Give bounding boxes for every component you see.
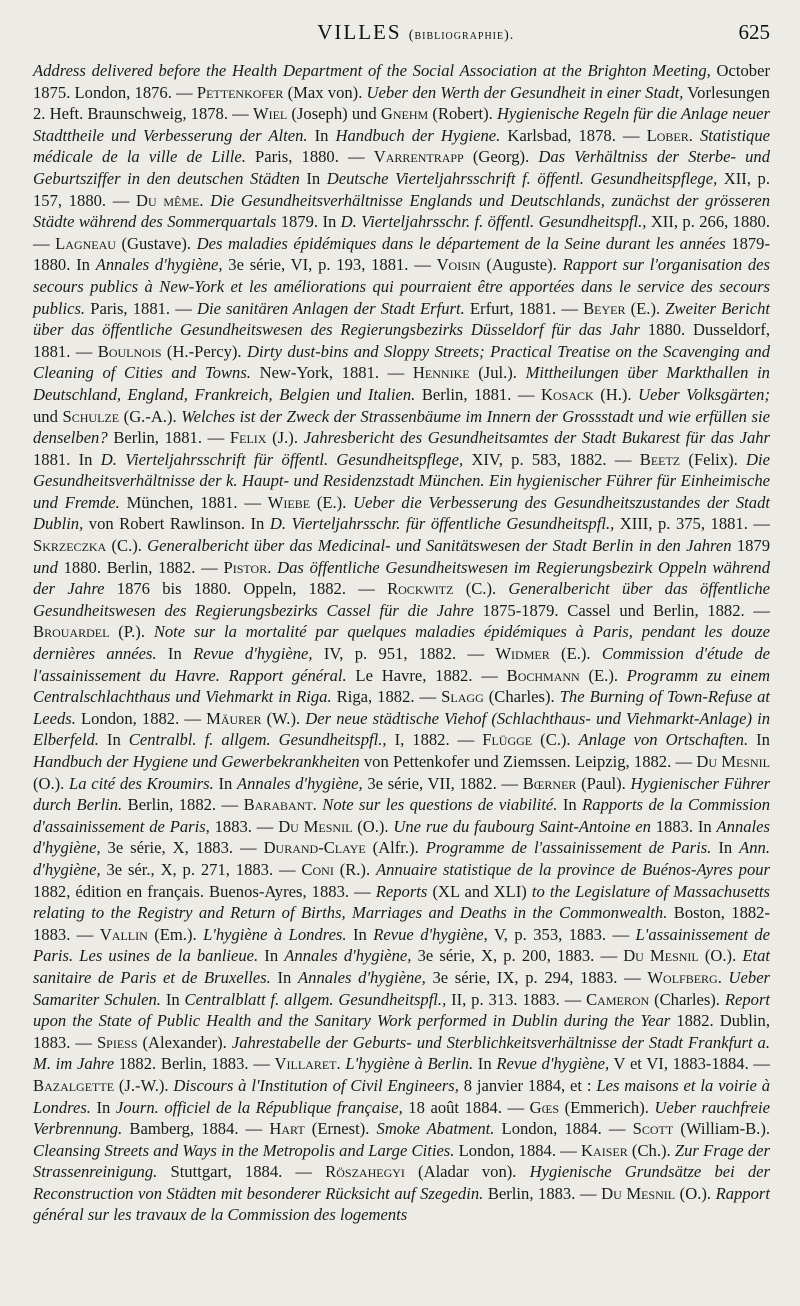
citation-title: D. Vierteljahrsschr. f. öffentl. Gesundheitspfl., [340, 212, 647, 232]
citation-text: In [557, 795, 583, 815]
author-name: Widmer [495, 644, 550, 664]
author-name: Bœrner [522, 773, 577, 793]
citation-title: Annales d'hygiène, [284, 946, 412, 966]
citation-title: Der neue städtische Viehof (Schlachthaus- und Viehmarkt-Anlage) in Elberfeld. [33, 708, 770, 750]
citation-text: London, 1884. — [454, 1140, 582, 1160]
citation-title: Mittheilungen über Markthallen in Deutschland, England, Frankreich, Belgien und Italien. [33, 363, 770, 404]
citation-title: Das öffentliche Gesundheitswesen im Regierungsbezirk Oppeln während der Jahre [33, 557, 771, 599]
citation-title: Ueber die Verbesserung des Gesundheitszustandes der Stadt Dublin, [33, 492, 770, 534]
author-name: Beyer [583, 298, 626, 318]
citation-title: Handbuch der Hygiene und Gewerbekrankheiten [33, 752, 360, 771]
author-name: Felix [229, 428, 267, 448]
citation-title: Journ. officiel de la République française, [115, 1097, 403, 1117]
citation-text: XIV, p. 583, 1882. — [463, 449, 640, 469]
citation-text: V et VI, 1883-1884. — [609, 1054, 771, 1074]
citation-title: Annuaire statistique de la province de Buénos-Ayres pour [375, 859, 770, 879]
citation-title: Anlage von Ortschaften. [578, 730, 749, 750]
citation-text: 1879-1880. In [33, 233, 770, 275]
author-name: Wolfberg [647, 967, 718, 987]
citation-title: Revue d'hygiène, [373, 924, 488, 944]
citation-text: (Max von). [283, 82, 367, 102]
citation-title: Cleansing Streets and Ways in the Metropolis and Large Cities. [33, 1140, 455, 1160]
citation-text: October 1875. London, 1876. — [33, 61, 770, 102]
citation-title: Handbuch der Hygiene. [335, 125, 501, 145]
citation-text: In [258, 946, 285, 966]
author-name: Du Mesnil [601, 1183, 676, 1203]
citation-title: Smoke Abatment. [376, 1119, 495, 1139]
citation-text: Stuttgart, 1884. — [157, 1162, 326, 1182]
citation-text: . [199, 190, 211, 210]
author-name: Spiess [96, 1032, 138, 1052]
citation-text: Riga, 1882. — [331, 687, 442, 707]
citation-text: 1880. Berlin, 1882. — [57, 557, 224, 577]
citation-text: . [688, 125, 700, 145]
author-name: Beetz [639, 449, 681, 469]
citation-text: (E.). [310, 492, 354, 512]
citation-title: Generalbericht über das Medicinal- und Sanitätswesen der Stadt Berlin in den Jahren [147, 536, 732, 556]
citation-text: In [98, 730, 129, 750]
citation-title: Note sur les questions de viabilité. [322, 795, 558, 815]
author-name: Varrentrapp [373, 147, 464, 167]
citation-text: (Gustave). [115, 233, 197, 253]
citation-text: (William-B.). [673, 1119, 771, 1139]
running-head-subtitle: (bibliographie). [408, 28, 515, 43]
citation-title: Discours à l'Institution of Civil Engineers, [173, 1075, 459, 1095]
citation-title: Note sur la mortalité par quelques maladies épidémiques à Paris, pendant les douze dernières années. [33, 622, 770, 664]
citation-text: (R.). [333, 859, 376, 879]
citation-title: Dirty dust-bins and Sloppy Streets; Practical Treatise on the Scavenging and Cleaning of Cities and Towns. [33, 341, 771, 383]
citation-title: Rapport sur l'organisation des secours publics à New-York et les améliorations qui pourraient être apportées dans le service des secours publics. [33, 255, 770, 318]
citation-text: (Emmerich). [559, 1097, 655, 1117]
citation-text: (G.-A.). [119, 406, 182, 426]
author-name: Coni [301, 859, 334, 879]
citation-text: In [307, 125, 336, 145]
citation-text: Berlin, 1881. — [415, 384, 542, 404]
author-name: Bochmann [506, 665, 580, 685]
citation-text: (C.). [453, 579, 509, 599]
page-header [33, 20, 770, 60]
citation-text: (H.). [593, 384, 639, 404]
citation-title: to the Legislature of Massachusetts relating to the Registry and Return of Births, Marriages and Deaths in the Commonwealth. [33, 881, 770, 923]
citation-title: Etat sanitaire de Paris et de Bruxelles. [33, 946, 771, 987]
citation-text: I, 1882. — [386, 730, 483, 750]
citation-title: Rapport général sur les travaux de la Commission des logements [33, 1183, 770, 1225]
citation-title: Die Gesundheitsverhältnisse der k. Haupt- und Residenzstadt München. Ein hygienischer Führer für Einheimische und Fremde. [33, 449, 770, 512]
author-name: Wiebe [267, 492, 311, 512]
citation-text: (O.). [675, 1183, 716, 1203]
citation-title: Report upon the State of Public Health and the Sanitary Work performed in Dublin during the Year [33, 989, 771, 1031]
author-name: Skrzeczka [33, 536, 107, 556]
citation-title: Address delivered before the Health Department of the Social Association at the Brighton Meeting, [33, 61, 711, 80]
citation-text: XII, p. 266, 1880. — [33, 212, 770, 253]
citation-text: München, 1881. — [119, 492, 268, 512]
author-name: Wiel [252, 104, 288, 124]
citation-text: von Pettenkofer und Ziemssen. Leipzig, 1882. — [359, 752, 697, 771]
author-name: Durand-Claye [263, 838, 366, 858]
citation-text: 3e série, X, p. 200, 1883. — [411, 946, 624, 966]
citation-title: Generalbericht über das öffentliche Gesundheitswesen des Regierungsbezirks Cassel für die Jahre [33, 579, 771, 620]
author-name: Pettenkofer [196, 82, 284, 102]
citation-text: Boston, 1882-1883. — [33, 903, 771, 944]
citation-title: Statistique médicale de la ville de Lille. [33, 125, 771, 167]
citation-text: 1882. Berlin, 1883. — [114, 1054, 275, 1074]
author-name: Du Mesnil [278, 816, 353, 836]
citation-text: In [160, 989, 185, 1009]
citation-title: Centralblatt f. allgem. Gesundheitspfl., [184, 989, 447, 1009]
citation-text: In [213, 773, 237, 793]
citation-title: Jahresbericht des Gesundheitsamtes der Stadt Bukarest für das Jahr [303, 428, 770, 448]
author-name: Hennike [412, 363, 470, 383]
citation-text: . [717, 967, 729, 987]
author-name: Boulnois [97, 341, 162, 361]
citation-title: Des maladies épidémiques dans le département de la Seine durant les années [196, 233, 726, 253]
author-name: Bazalgette [33, 1075, 115, 1095]
citation-title: Annales d'hygiène, [236, 773, 363, 793]
citation-text: Berlin, 1882. — [122, 795, 244, 815]
citation-title: L'hygiène à Londres. [203, 924, 347, 944]
citation-text: (Aladar von). [404, 1162, 530, 1182]
author-name: Villaret [274, 1054, 337, 1074]
citation-text: II, p. 313. 1883. — [446, 989, 587, 1009]
citation-title: L'hygiène à Berlin. [345, 1054, 474, 1074]
citation-text: In [346, 924, 374, 944]
running-head-title: VILLES [317, 20, 402, 44]
citation-text: (E.). [625, 298, 666, 318]
citation-text: New-York, 1881. — [250, 363, 413, 383]
citation-title: Annales d'hygiène, [95, 255, 223, 275]
author-name: Kaiser [581, 1140, 628, 1160]
author-name: Du Mesnil [623, 946, 699, 966]
citation-title: Die Gesundheitsverhältnisse Englands und Deutschlands, zunächst der grösseren Städte während des Sommerquartals [33, 190, 770, 232]
citation-text: (J.). [266, 428, 304, 448]
citation-text: Karlsbad, 1878. — [500, 125, 647, 145]
citation-title: L'assainissement de Paris. Les usines de la banlieue. [33, 924, 770, 966]
citation-title: Rapports de la Commission d'assainissement de Paris, [33, 795, 771, 836]
author-name: Pistor [223, 557, 268, 577]
citation-text: 18 août 1884. — [402, 1097, 530, 1117]
citation-text: (Felix). [680, 449, 747, 469]
citation-title: Les maisons et la voirie à Londres. [33, 1075, 770, 1117]
citation-text: (Alfr.). [365, 838, 426, 858]
citation-text: London, 1882. — [75, 708, 207, 728]
citation-title: Annales d'hygiène, [298, 967, 426, 987]
citation-text: Vorlesungen 2. Heft. Braunschweig, 1878. — [33, 82, 770, 124]
citation-text: In [748, 730, 770, 750]
citation-title: Hygienische Regeln für die Anlage neuer Stadttheile und Verbesserung der Alten. [33, 104, 770, 145]
citation-text: (O.). [352, 816, 394, 836]
bibliography-paragraph [33, 60, 770, 1226]
author-name: Kosack [541, 384, 594, 404]
citation-text: (Georg). [463, 147, 539, 167]
citation-text: 1882. Dublin, 1883. — [33, 1011, 770, 1052]
citation-text: (O.). [698, 946, 743, 966]
citation-text: (Jul.). [469, 363, 526, 383]
citation-title: Programm zu einem Centralschlachthaus und Viehmarkt in Riga. [33, 665, 771, 707]
citation-text: 3e série, VII, 1882. — [362, 773, 523, 793]
citation-text: von Robert Rawlinson. In [83, 514, 270, 534]
citation-text: 1875-1879. Cassel und Berlin, 1882. — [473, 600, 770, 620]
citation-title: Zweiter Bericht über das öffentliche Gesundheitswesen des Regierungsbezirks Düsseldorf für das Jahr [33, 298, 770, 340]
citation-text: V, p. 353, 1883. — [487, 924, 636, 944]
citation-text: 1879 [731, 536, 771, 556]
citation-text: Le Havre, 1882. — [346, 665, 507, 685]
citation-text: 3e sér., X, p. 271, 1883. — [100, 859, 302, 879]
citation-text: In [156, 644, 194, 664]
citation-title: Hygienische Grundsätze bei der Reconstruction von Städten mit besonderer Rücksicht auf Szegedin. [33, 1162, 770, 1203]
citation-text: (Paul). [576, 773, 631, 793]
citation-text: (Robert). [428, 104, 497, 124]
citation-text: In [299, 168, 327, 188]
citation-text: (E.). [579, 665, 627, 685]
citation-text: Berlin, 1883. — [483, 1183, 602, 1203]
citation-text: (XL and XLI) [427, 881, 532, 901]
author-name: Lober [646, 125, 689, 145]
citation-text: 1883. In [650, 816, 717, 836]
citation-text: (O.). [33, 773, 70, 793]
citation-title: The Burning of Town-Refuse at Leeds. [33, 687, 771, 728]
author-name: Scott [632, 1119, 674, 1139]
citation-title: La cité des Kroumirs. [69, 773, 214, 793]
citation-text: . [336, 1054, 346, 1074]
author-name: Hart [269, 1119, 305, 1139]
citation-title: Jahrestabelle der Geburts- und Sterblichkeitsverhältnisse der Stadt Frankfurt a. M. im Jahre [33, 1032, 771, 1074]
citation-title: und [33, 557, 58, 577]
author-name: Schulze [62, 406, 120, 426]
citation-text: (Joseph) und [287, 104, 381, 124]
citation-text: (Charles). [483, 687, 560, 707]
author-name: Flügge [482, 730, 533, 750]
citation-text: (C.). [532, 730, 579, 750]
citation-text: In [270, 967, 299, 987]
citation-text: XII, p. 157, 1880. — [33, 168, 770, 210]
citation-text: 1882, édition en français. Buenos-Ayres, 1883. — [33, 881, 376, 901]
page-number: 625 [738, 20, 770, 44]
citation-text: IV, p. 951, 1882. — [312, 644, 496, 664]
citation-title: Centralbl. f. allgem. Gesundheitspfl., [128, 730, 387, 750]
citation-text: 1880. Dusseldorf, 1881. — [33, 320, 770, 361]
author-name: Vallin [99, 924, 148, 944]
citation-title: Das Verhältniss der Sterbe- und Geburtsziffer in den deutschen Städten [33, 147, 771, 188]
citation-text: 3e série, X, 1883. — [100, 838, 264, 858]
citation-title: Revue d'hygiène, [496, 1054, 610, 1074]
citation-text: und [33, 406, 63, 426]
citation-title: Die sanitären Anlagen der Stadt Erfurt. [196, 298, 465, 318]
citation-text: In [473, 1054, 497, 1074]
citation-text: (Auguste). [480, 255, 563, 275]
citation-text: Paris, 1881. — [85, 298, 197, 318]
citation-text: (J.-W.). [114, 1075, 174, 1095]
author-name: Lagneau [55, 233, 116, 253]
author-name: Cameron [586, 989, 650, 1009]
citation-title: Commission d'étude de l'assainissement du Havre. Rapport général. [33, 644, 770, 685]
citation-text: (Alexander). [137, 1032, 232, 1052]
citation-text: (Ernest). [304, 1119, 377, 1139]
citation-title: Welches ist der Zweck der Strassenbäume im Innern der Grossstadt und wie erfüllen sie denselben? [33, 406, 770, 448]
citation-title: Reports [375, 881, 428, 901]
citation-title: Ueber rauchfreie Verbrennung. [33, 1097, 770, 1139]
author-name: Slagg [441, 687, 484, 707]
author-name: Barabant [243, 795, 313, 815]
citation-title: Ueber Samariter Schulen. [33, 967, 771, 1009]
citation-title: Revue d'hygiène, [193, 644, 313, 664]
author-name: Du Mesnil [696, 752, 770, 771]
citation-text: (Charles). [649, 989, 725, 1009]
citation-title: Ueber Volksgärten; [638, 384, 770, 404]
citation-title: Programme de l'assainissement de Paris. [425, 838, 712, 858]
citation-text: 1883. — [209, 816, 279, 836]
citation-text: Bamberg, 1884. — [122, 1119, 270, 1139]
citation-title: Ann. d'hygiène, [33, 838, 770, 879]
citation-text: 3e série, VI, p. 193, 1881. — [222, 255, 437, 275]
author-name: Röszahegyi [325, 1162, 405, 1182]
citation-text: (E.). [549, 644, 602, 664]
citation-title: D. Vierteljahrsschr. für öffentliche Gesundheitspfl., [269, 514, 615, 534]
citation-text: In [711, 838, 740, 858]
author-name: Mäurer [206, 708, 262, 728]
citation-text: Paris, 1880. — [245, 147, 374, 167]
citation-text: Berlin, 1881. — [107, 428, 230, 448]
citation-text: . [267, 557, 278, 577]
running-head [317, 20, 514, 45]
citation-text: (W.). [261, 708, 306, 728]
author-name: Rockwitz [387, 579, 454, 599]
citation-text: London, 1884. — [494, 1119, 633, 1139]
citation-title: Hygienischer Führer durch Berlin. [33, 773, 771, 815]
citation-text: In [90, 1097, 116, 1117]
citation-text: 3e série, IX, p. 294, 1883. — [425, 967, 648, 987]
citation-text: . [312, 795, 323, 815]
citation-text: (Ch.). [627, 1140, 675, 1160]
citation-text: (H.-Percy). [161, 341, 247, 361]
citation-text: 1876 bis 1880. Oppeln, 1882. — [104, 579, 388, 599]
author-name: Gnehm [380, 104, 429, 124]
citation-title: Ueber den Werth der Gesundheit in einer Stadt, [366, 82, 684, 102]
citation-title: Zur Frage der Strassenreinigung. [33, 1140, 771, 1182]
author-name: Brouardel [33, 622, 110, 642]
author-name: Voisin [436, 255, 481, 275]
author-name: Gœs [529, 1097, 559, 1117]
citation-title: D. Vierteljahrsschrift für öffentl. Gesundheitspflege, [100, 449, 464, 469]
citation-text: 1879. In [276, 212, 341, 232]
citation-title: Deutsche Vierteljahrsschrift f. öffentl. Gesundheitspflege, [326, 168, 718, 188]
citation-text: XIII, p. 375, 1881. — [614, 514, 770, 534]
citation-text: 1881. In [33, 449, 101, 469]
citation-title: Une rue du faubourg Saint-Antoine en [393, 816, 651, 836]
citation-text: (Em.). [147, 924, 204, 944]
citation-text: (P.). [109, 622, 154, 642]
citation-text: Erfurt, 1881. — [464, 298, 584, 318]
citation-text: 8 janvier 1884, et : [458, 1075, 597, 1095]
citation-text: (C.). [106, 536, 148, 556]
author-name: Du même [136, 190, 200, 210]
citation-title: Annales d'hygiène, [33, 816, 770, 858]
